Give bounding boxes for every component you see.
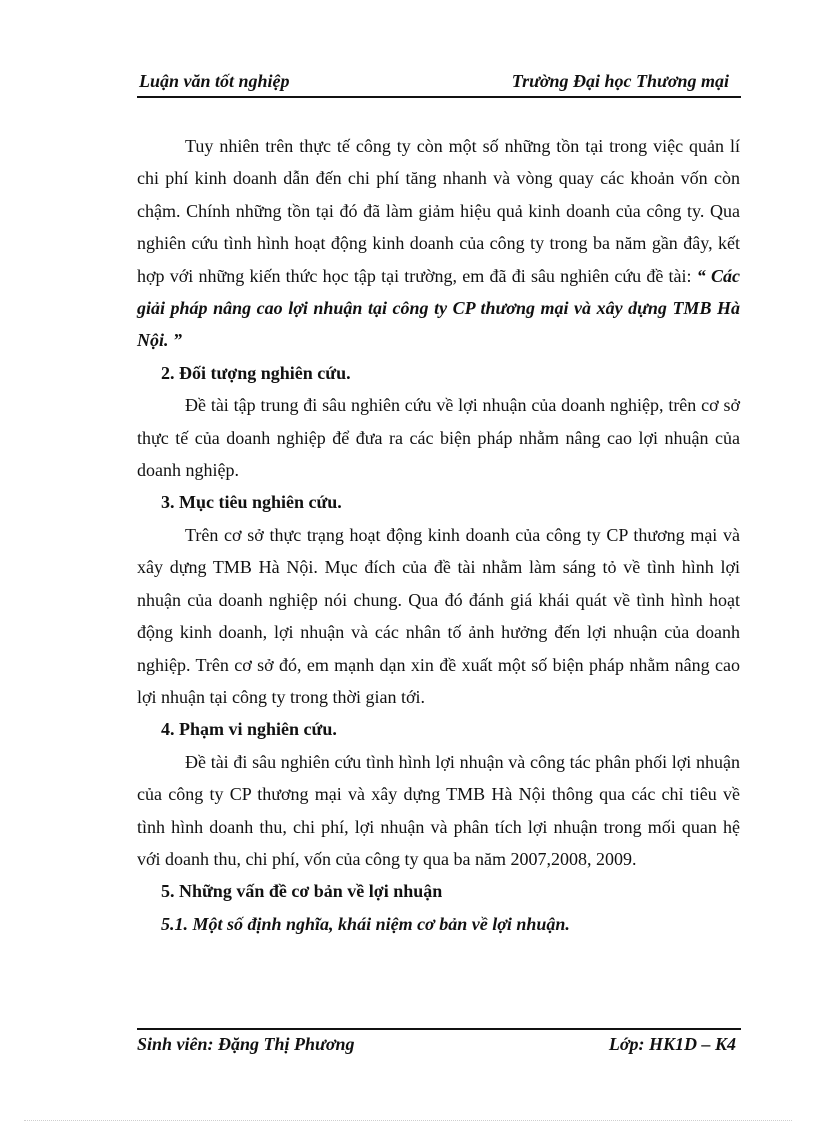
section-2-heading: 2. Đối tượng nghiên cứu. [161, 362, 351, 383]
section-3-heading: 3. Mục tiêu nghiên cứu. [161, 492, 342, 513]
page-footer [137, 1028, 741, 1060]
section-5-1-heading: 5.1. Một số định nghĩa, khái niệm cơ bản về lợi nhuận. [161, 913, 570, 934]
header-right-title: Trường Đại học Thương mại [511, 71, 729, 91]
section-4-paragraph: Đề tài đi sâu nghiên cứu tình hình lợi nhuận và công tác phân phối lợi nhuận của công ty CP thương mại và xây dựng TMB Hà Nội thông qua các chỉ tiêu về tình hình doanh thu, chi phí, lợi nhuận và phân tích lợi nhuận trong mối quan hệ với doanh thu, chi phí, vốn của công ty qua ba năm 2007,2008, 2009. [137, 751, 740, 869]
footer-student: Sinh viên: Đặng Thị Phương [137, 1034, 355, 1054]
document-body [137, 130, 740, 940]
footer-class: Lớp: HK1D – K4 [608, 1034, 736, 1054]
section-4-heading: 4. Phạm vi nghiên cứu. [161, 719, 337, 740]
intro-paragraph [137, 130, 740, 357]
page-bottom-edge [24, 1120, 792, 1121]
page-header [137, 70, 741, 98]
intro-topic: “ Các giải pháp nâng cao lợi nhuận tại công ty CP thương mại và xây dựng TMB Hà Nội. ” [137, 265, 741, 351]
header-left-title: Luận văn tốt nghiệp [139, 71, 290, 91]
intro-text: Tuy nhiên trên thực tế công ty còn một số những tồn tại trong việc quản lí chi phí kinh doanh dẫn đến chi phí tăng nhanh và vòng quay các khoản vốn còn chậm. Chính những tồn tại đó đã làm giảm hiệu quả kinh doanh của công ty. Qua nghiên cứu tình hình hoạt động kinh doanh của công ty trong ba năm gần đây, kết hợp với những kiến thức học tập tại trường, em đã đi sâu nghiên cứu đề tài: [137, 136, 740, 286]
section-2-paragraph: Đề tài tập trung đi sâu nghiên cứu về lợi nhuận của doanh nghiệp, trên cơ sở thực tế của doanh nghiệp để đưa ra các biện pháp nhằm nâng cao lợi nhuận của doanh nghiệp. [137, 395, 740, 481]
section-3-paragraph: Trên cơ sở thực trạng hoạt động kinh doanh của công ty CP thương mại và xây dựng TMB Hà Nội. Mục đích của đề tài nhằm làm sáng tỏ về tình hình lợi nhuận của doanh nghiệp nói chung. Qua đó đánh giá khái quát về tình hình hoạt động kinh doanh, lợi nhuận và các nhân tố ảnh hưởng đến lợi nhuận của doanh nghiệp. Trên cơ sở đó, em mạnh dạn xin đề xuất một số biện pháp nhằm nâng cao lợi nhuận tại công ty trong thời gian tới. [137, 524, 740, 707]
section-5-heading: 5. Những vấn đề cơ bản về lợi nhuận [161, 881, 443, 902]
